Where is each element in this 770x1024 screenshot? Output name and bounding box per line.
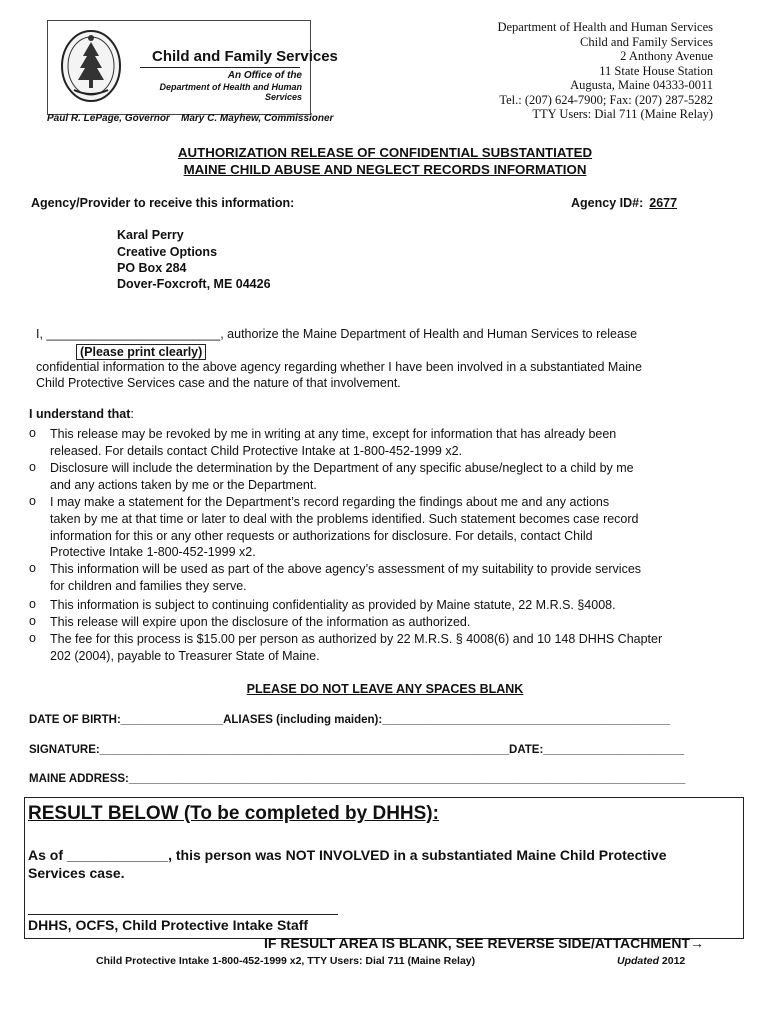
recipient-city: Dover-Foxcroft, ME 04426: [117, 277, 271, 291]
logo-subtitle-2: Department of Health and Human Services: [159, 82, 302, 102]
recipient-po-box: PO Box 284: [117, 261, 187, 275]
bullet-icon: o: [29, 460, 36, 474]
department-address: [440, 20, 713, 122]
reverse-side-note: IF RESULT AREA IS BLANK, SEE REVERSE SIDE/ATTACHMENT→: [264, 935, 704, 951]
bullet-icon: o: [29, 426, 36, 440]
agency-id-label: Agency ID#:: [571, 196, 644, 210]
agency-label: Agency/Provider to receive this information:: [31, 196, 295, 210]
recipient-org: Creative Options: [117, 245, 218, 259]
maine-address-field[interactable]: MAINE ADDRESS:_______________________________________________________________________________________: [29, 773, 686, 785]
list-item: This information is subject to continuing confidentiality as provided by Maine statute, 22 M.R.S. §4008.: [50, 598, 616, 612]
logo-divider: [140, 67, 300, 68]
bullet-icon: o: [29, 561, 36, 575]
address-line: Augusta, Maine 04333-0011: [570, 78, 713, 92]
signature-date-field[interactable]: SIGNATURE:________________________________________________________________DATE:______________________: [29, 744, 685, 756]
authorization-text: Child Protective Services case and the nature of that involvement.: [36, 376, 401, 390]
logo-title: Child and Family Services: [152, 48, 338, 65]
bullet-icon: o: [29, 597, 36, 611]
result-text: As of _____________, this person was NOT INVOLVED in a substantiated Maine Child Protective Services case.: [28, 847, 667, 881]
dob-aliases-field[interactable]: DATE OF BIRTH:________________ALIASES (including maiden):_____________________________________________: [29, 714, 671, 726]
bullet-icon: o: [29, 494, 36, 508]
list-item: Disclosure will include the determination by the Department of any specific abuse/neglect to a child by me and any actions taken by me or the Department.: [50, 461, 634, 492]
address-line: Department of Health and Human Services: [497, 20, 713, 34]
result-title: RESULT BELOW (To be completed by DHHS):: [28, 803, 439, 824]
print-clearly-note: (Please print clearly): [76, 344, 206, 360]
bullet-icon: o: [29, 614, 36, 628]
staff-label: DHHS, OCFS, Child Protective Intake Staff: [28, 917, 309, 933]
address-line: Child and Family Services: [580, 34, 713, 49]
agency-id: [571, 196, 677, 210]
logo-subtitle-1: An Office of the: [227, 70, 302, 81]
footer-updated: Updated 2012: [617, 955, 686, 967]
footer-contact: Child Protective Intake 1-800-452-1999 x2, TTY Users: Dial 711 (Maine Relay): [96, 955, 476, 967]
form-title-line-1: AUTHORIZATION RELEASE OF CONFIDENTIAL SUBSTANTIATED: [177, 145, 593, 160]
no-blank-notice: PLEASE DO NOT LEAVE ANY SPACES BLANK: [246, 682, 524, 696]
address-line: Tel.: (207) 624-7900; Fax: (207) 287-5282: [499, 92, 713, 107]
list-item: This information will be used as part of the above agency’s assessment of my suitability to provide services for children and families they serve.: [50, 562, 642, 593]
address-line: 11 State House Station: [599, 63, 713, 78]
agency-id-value: 2677: [649, 196, 678, 210]
list-item: This release will expire upon the disclosure of the information as authorized.: [50, 615, 471, 629]
form-title-line-2: MAINE CHILD ABUSE AND NEGLECT RECORDS INFORMATION: [183, 162, 587, 177]
list-item: I may make a statement for the Department’s record regarding the findings about me and any actions taken by me at that time or later to deal with the problems identified. Such statement becomes case record information for this or any other requests or authorizations for disclosure. For details, contact Child Protective Intake 1-800-452-1999 x2.: [50, 495, 639, 560]
commissioner-name: Mary C. Mayhew, Commissioner: [181, 113, 334, 124]
governor-name: Paul R. LePage, Governor: [47, 113, 170, 124]
staff-signature-line[interactable]: [28, 914, 338, 915]
maine-seal-icon: [60, 28, 122, 104]
authorization-name-line[interactable]: I, _________________________, authorize the Maine Department of Health and Human Services to release: [36, 327, 638, 341]
bullet-icon: o: [29, 631, 36, 645]
understand-heading: I understand that:: [29, 407, 134, 421]
authorization-text: confidential information to the above agency regarding whether I have been involved in a substantiated Maine: [36, 360, 642, 374]
list-item: The fee for this process is $15.00 per person as authorized by 22 M.R.S. § 4008(6) and 10 148 DHHS Chapter 202 (2004), payable to Treasurer State of Maine.: [50, 632, 663, 663]
address-line: TTY Users: Dial 711 (Maine Relay): [532, 107, 713, 121]
list-item: This release may be revoked by me in writing at any time, except for information that has already been released. For details contact Child Protective Intake at 1-800-452-1999 x2.: [50, 427, 617, 458]
address-line: 2 Anthony Avenue: [620, 49, 713, 63]
recipient-name: Karal Perry: [117, 228, 184, 242]
